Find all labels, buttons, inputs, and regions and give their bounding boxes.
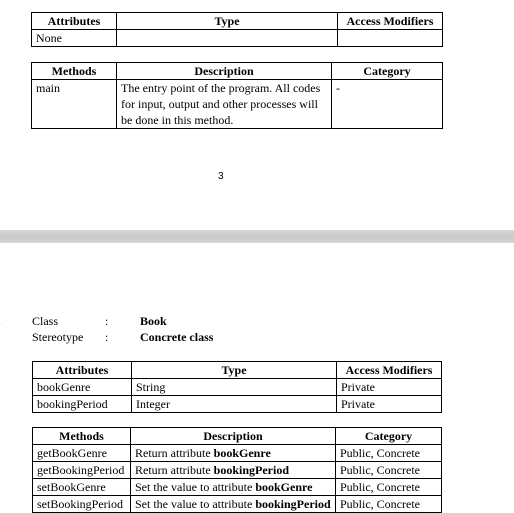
cell-method: getBookGenre (33, 445, 131, 462)
cell-attribute: None (32, 30, 117, 47)
cell-method: setBookingPeriod (33, 496, 131, 513)
table-header-row (32, 63, 443, 80)
cell-method: setBookGenre (33, 479, 131, 496)
cell-access (338, 30, 443, 47)
table-header-row (33, 362, 442, 379)
cell-description (131, 445, 336, 462)
cell-category: - (332, 80, 443, 129)
cell-type (117, 30, 338, 47)
table-row (33, 479, 442, 496)
cell-type: String (132, 379, 337, 396)
cell-description (131, 462, 336, 479)
table-row (33, 445, 442, 462)
cell-attribute: bookGenre (33, 379, 132, 396)
table-row (33, 462, 442, 479)
header-category: Category (336, 428, 442, 445)
cell-attribute: bookingPeriod (33, 396, 132, 413)
header-access-modifiers: Access Modifiers (337, 362, 442, 379)
cell-category: Public, Concrete (336, 445, 442, 462)
cell-description: The entry point of the program. All codes for input, output and other processes will be done in this method. (117, 80, 332, 129)
page-number: 3 (218, 171, 224, 182)
page-separator (0, 230, 514, 243)
methods-table (31, 62, 443, 129)
table-row (33, 396, 442, 413)
table-row (33, 496, 442, 513)
cell-category: Public, Concrete (336, 496, 442, 513)
cell-method: getBookingPeriod (33, 462, 131, 479)
cell-description (131, 496, 336, 513)
description-attribute: bookGenre (213, 446, 271, 460)
table-header-row (33, 428, 442, 445)
attributes-table (31, 12, 443, 47)
description-text: Return attribute (135, 463, 214, 477)
cell-category: Public, Concrete (336, 479, 442, 496)
header-methods: Methods (32, 63, 117, 80)
description-attribute: bookingPeriod (213, 463, 290, 477)
document-page-bottom (0, 243, 514, 513)
class-colon: : (105, 314, 109, 328)
cell-category: Public, Concrete (336, 462, 442, 479)
list-marker (0, 314, 1, 329)
header-type: Type (132, 362, 337, 379)
cell-access: Private (337, 396, 442, 413)
description-text: Set the value to attribute (135, 480, 256, 494)
description-attribute: bookingPeriod (255, 497, 331, 511)
header-attributes: Attributes (32, 13, 117, 30)
stereotype-label: Stereotype (32, 330, 84, 344)
cell-type: Integer (132, 396, 337, 413)
header-description: Description (117, 63, 332, 80)
document-page-top (0, 0, 514, 230)
stereotype-value: Concrete class (140, 330, 214, 344)
class-label: Class (32, 314, 59, 328)
header-type: Type (117, 13, 338, 30)
header-access-modifiers: Access Modifiers (338, 13, 443, 30)
class-value: Book (140, 314, 167, 328)
cell-access: Private (337, 379, 442, 396)
stereotype-colon: : (105, 330, 109, 344)
header-methods: Methods (33, 428, 131, 445)
table-row (33, 379, 442, 396)
cell-method: main (32, 80, 117, 129)
table-header-row (32, 13, 443, 30)
methods-table (32, 427, 442, 513)
table-row (32, 80, 443, 129)
table-row (32, 30, 443, 47)
description-text: Set the value to attribute (135, 497, 256, 511)
header-description: Description (131, 428, 336, 445)
description-attribute: bookGenre (255, 480, 313, 494)
attributes-table (32, 361, 442, 413)
description-text: Return attribute (135, 446, 214, 460)
header-category: Category (332, 63, 443, 80)
cell-description (131, 479, 336, 496)
header-attributes: Attributes (33, 362, 132, 379)
